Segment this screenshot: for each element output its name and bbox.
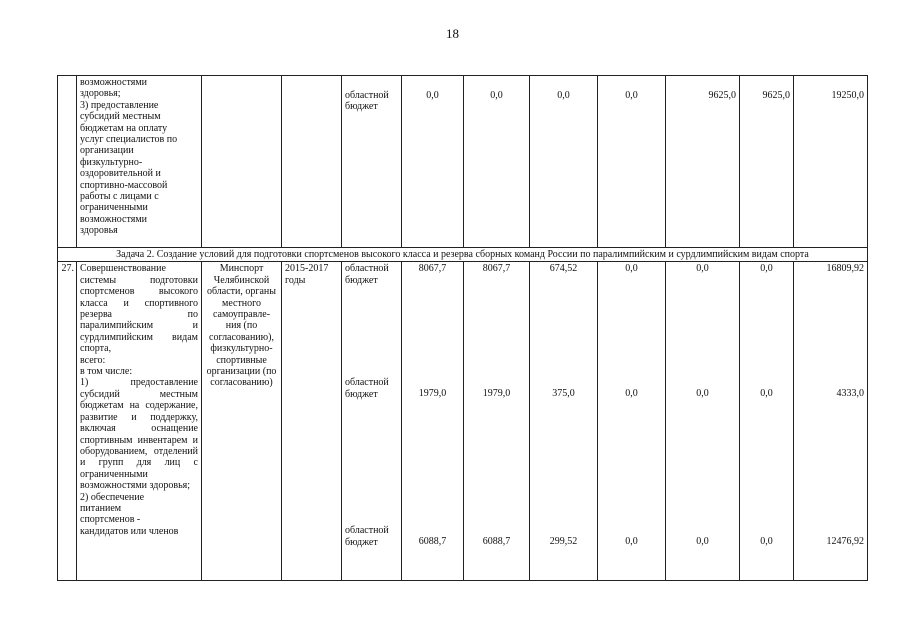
page-number: 18 <box>446 26 459 41</box>
amount: 9625,0 <box>762 90 790 101</box>
funding-source-sub2: областной бюджет <box>345 525 389 548</box>
amount-sub1: 0,0 <box>696 388 709 400</box>
amount-sub2: 0,0 <box>625 536 638 548</box>
table-row <box>58 262 868 581</box>
amount: 9625,0 <box>708 90 736 101</box>
amount-sub1: 0,0 <box>625 388 638 400</box>
period-cell <box>282 76 342 248</box>
description-sub2: 2) обеспечение питанием спортсменов - кандидатов или членов <box>80 491 179 537</box>
amount-total: 0,0 <box>760 263 773 275</box>
value-column <box>666 262 740 581</box>
amount-total: 0,0 <box>696 263 709 275</box>
row-description: возможностями здоровья; 3) предоставление субсидий местным бюджетам на оплату услуг специалистов по организации физкультурно- оздоровительной и спортивно-массовой работы с лицами с ограниченными возможностями здоровья <box>80 77 178 237</box>
amount-sub1: 1979,0 <box>418 388 447 400</box>
value-cell <box>598 76 666 248</box>
amount-total: 674,52 <box>549 263 578 275</box>
amount-sub2: 12476,92 <box>826 536 864 548</box>
amount-sub1: 4333,0 <box>836 388 864 400</box>
value-column <box>794 262 868 581</box>
amount-total: 8067,7 <box>482 263 511 275</box>
executor-cell <box>202 76 282 248</box>
amount: 0,0 <box>557 90 570 101</box>
funding-source: областной бюджет <box>345 90 389 113</box>
amount-sub2: 6088,7 <box>418 536 447 548</box>
amount: 0,0 <box>426 90 439 101</box>
value-column <box>402 262 464 581</box>
period-cell <box>282 262 342 581</box>
description-cell <box>77 76 202 248</box>
amount-sub2: 6088,7 <box>482 536 511 548</box>
value-column <box>530 262 598 581</box>
funding-source-total: областной бюджет <box>345 263 389 286</box>
amount: 19250,0 <box>831 90 864 101</box>
source-cell <box>342 262 402 581</box>
table-row <box>58 76 868 248</box>
value-cell <box>666 76 740 248</box>
value-cell <box>464 76 530 248</box>
source-cell <box>342 76 402 248</box>
executor: Минспорт Челябинской области, органы местного самоуправле- ния (по согласованию), физкультурно- спортивные организации (по согласованию) <box>206 263 277 389</box>
amount-total: 8067,7 <box>418 263 447 275</box>
amount: 0,0 <box>490 90 503 101</box>
value-cell <box>530 76 598 248</box>
budget-table <box>57 75 868 581</box>
executor-cell <box>202 262 282 581</box>
value-cell <box>740 76 794 248</box>
amount-total: 0,0 <box>625 263 638 275</box>
description-main: Совершенствование системы подготовки спортсменов высокого класса и спортивного резерва по паралимпийским и сурдлимпийским видам спорта, <box>80 263 198 355</box>
row-number-cell <box>58 262 77 581</box>
description-sub1: 1) предоставление субсидий местным бюджетам на содержание, развитие и поддержку, включая оснащение спортивным инвентарем и оборудованием, отделений и групп для лиц с ограниченными возможностями здоровья; <box>80 377 198 492</box>
amount-sub1: 1979,0 <box>482 388 511 400</box>
funding-source-sub1: областной бюджет <box>345 377 389 400</box>
description-total: всего: в том числе: <box>80 354 133 378</box>
description-cell <box>77 262 202 581</box>
value-column <box>598 262 666 581</box>
value-column <box>740 262 794 581</box>
value-column <box>464 262 530 581</box>
value-cell <box>402 76 464 248</box>
amount-sub2: 0,0 <box>760 536 773 548</box>
amount: 0,0 <box>625 90 638 101</box>
row-number: 27. <box>61 263 74 275</box>
amount-sub1: 375,0 <box>552 388 575 400</box>
task-row <box>58 248 868 262</box>
amount-total: 16809,92 <box>826 263 864 275</box>
amount-sub2: 0,0 <box>696 536 709 548</box>
amount-sub1: 0,0 <box>760 388 773 400</box>
period: 2015-2017 годы <box>285 263 329 286</box>
amount-sub2: 299,52 <box>549 536 578 548</box>
value-cell <box>794 76 868 248</box>
task-heading: Задача 2. Создание условий для подготовки спортсменов высокого класса и резерва сборных команд России по паралимпийским и сурдлимпийским видам спорта <box>58 248 868 262</box>
row-number-cell <box>58 76 77 248</box>
